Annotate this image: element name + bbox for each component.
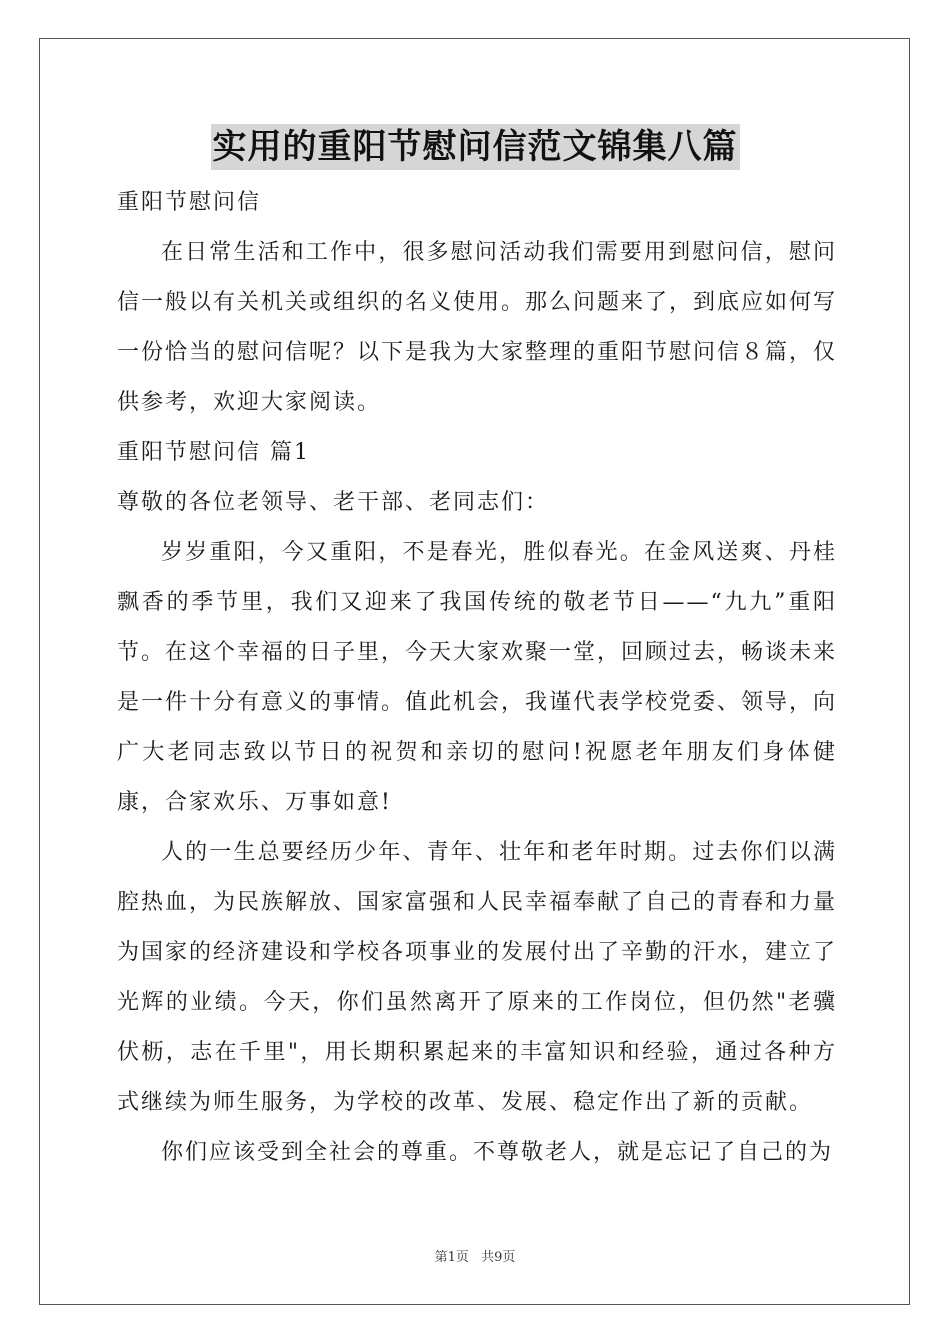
body-paragraph: 岁岁重阳，今又重阳，不是春光，胜似春光。在金风送爽、丹桂飘香的季节里，我们又迎来了我国传统的敬老节日——“九九”重阳节。在这个幸福的日子里，今天大家欢聚一堂，回顾过去，畅谈未来是一件十分有意义的事情。值此机会，我谨代表学校党委、领导，向广大老同志致以节日的祝贺和亲切的慰问!祝愿老年朋友们身体健康，合家欢乐、万事如意!: [117, 540, 838, 815]
document-title: 实用的重阳节慰问信范文锦集八篇: [211, 124, 740, 170]
salutation: 尊敬的各位老领导、老干部、老同志们：: [117, 490, 550, 515]
title-container: [0, 124, 950, 170]
page-total: 共9页: [481, 1250, 516, 1265]
page-number: 第1页: [434, 1250, 469, 1265]
section-heading: 重阳节慰问信: [117, 190, 262, 215]
body-paragraph: 你们应该受到全社会的尊重。不尊敬老人，就是忘记了自己的为: [161, 1140, 834, 1165]
intro-paragraph: 在日常生活和工作中，很多慰问活动我们需要用到慰问信，慰问信一般以有关机关或组织的名义使用。那么问题来了，到底应如何写一份恰当的慰问信呢？以下是我为大家整理的重阳节慰问信８篇，仅供参考，欢迎大家阅读。: [117, 240, 838, 415]
page-footer: [0, 1246, 950, 1265]
body-paragraph: 人的一生总要经历少年、青年、壮年和老年时期。过去你们以满腔热血，为民族解放、国家富强和人民幸福奉献了自己的青春和力量为国家的经济建设和学校各项事业的发展付出了辛勤的汗水，建立了光辉的业绩。今天，你们虽然离开了原来的工作岗位，但仍然"老骥伏枥，志在千里"，用长期积累起来的丰富知识和经验，通过各种方式继续为师生服务，为学校的改革、发展、稳定作出了新的贡献。: [117, 840, 838, 1115]
section-heading: 重阳节慰问信 篇1: [117, 440, 310, 465]
document-body: [117, 178, 837, 1178]
